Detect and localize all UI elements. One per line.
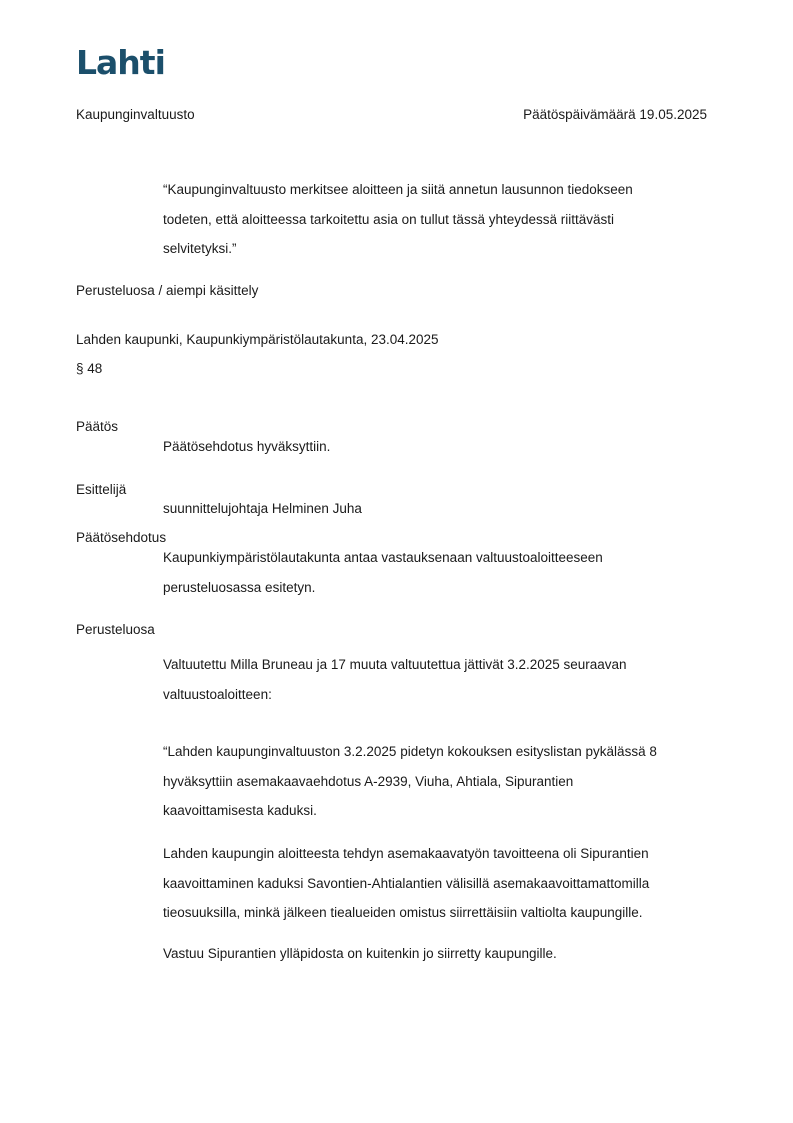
ehdotus-line: perusteluosassa esitetyn. [163,579,316,595]
initiative-line: “Lahden kaupunginvaltuuston 3.2.2025 pidetyn kokouksen esityslistan pykälässä 8 [163,744,657,759]
esittelija-text: suunnittelujohtaja Helminen Juha [163,501,362,516]
quote-line: “Kaupunginvaltuusto merkitsee aloitteen ja siitä annetun lausunnon tiedokseen [163,182,633,197]
paatos-text: Päätösehdotus hyväksyttiin. [163,439,331,454]
initiative-line: kaavoittaminen kaduksi Savontien-Ahtialantien välisillä asemakaavoittamattomilla [163,875,650,891]
organ-name: Kaupunginvaltuusto [76,107,195,122]
quote-line: selvitetyksi.” [163,241,237,256]
quote-line: todeten, että aloitteessa tarkoitettu asia on tullut tässä yhteydessä riittävästi [163,211,615,227]
section-number: § 48 [76,361,103,376]
initiative-paragraph-3: Vastuu Sipurantien ylläpidosta on kuitenkin jo siirretty kaupungille. [163,946,557,961]
intro-line: valtuustoaloitteen: [163,686,272,702]
quote-paragraph [163,175,633,264]
decision-date: Päätöspäivämäärä 19.05.2025 [523,107,707,122]
perusteluosa-label: Perusteluosa [76,622,155,637]
esittelija-label: Esittelijä [76,482,127,497]
initiative-line: hyväksyttiin asemakaavaehdotus A-2939, Viuha, Ahtiala, Sipurantien [163,773,574,789]
ehdotus-line: Kaupunkiympäristölautakunta antaa vastauksenaan valtuustoaloitteeseen [163,550,603,565]
initiative-line: tieosuuksilla, minkä jälkeen tiealueiden omistus siirrettäisiin valtiolta kaupungille. [163,905,643,920]
perusteluosa-intro [163,650,627,709]
earlier-body: Lahden kaupunki, Kaupunkiympäristölautakunta, 23.04.2025 [76,332,439,347]
intro-line: Valtuutettu Milla Bruneau ja 17 muuta valtuutettua jättivät 3.2.2025 seuraavan [163,657,627,672]
paatos-label: Päätös [76,419,119,434]
initiative-line: Lahden kaupungin aloitteesta tehdyn asemakaavatyön tavoitteena oli Sipurantien [163,846,649,861]
initiative-paragraph-2 [163,839,649,928]
lahti-logo: Lahti [76,43,165,82]
ehdotus-paragraph [163,543,603,602]
initiative-paragraph-1 [163,737,657,826]
initiative-line: kaavoittamisesta kaduksi. [163,803,317,818]
ehdotus-label: Päätösehdotus [76,530,167,545]
earlier-heading: Perusteluosa / aiempi käsittely [76,283,259,298]
